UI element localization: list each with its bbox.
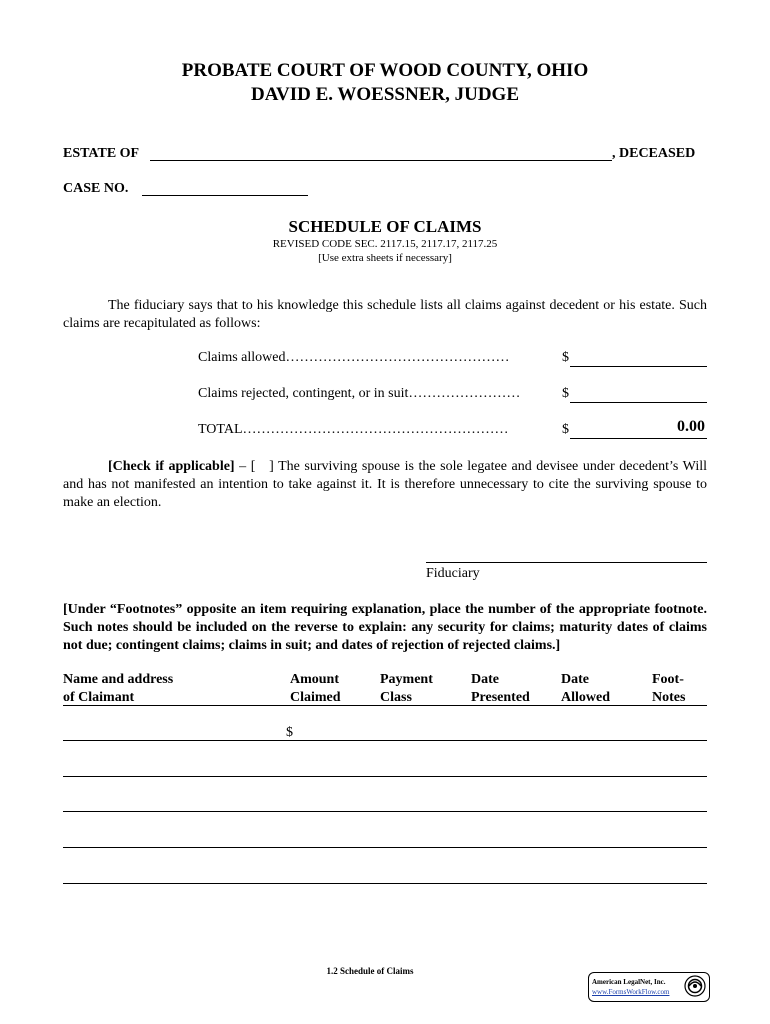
total-field[interactable] bbox=[570, 438, 707, 439]
judge-name: DAVID E. WOESSNER, JUDGE bbox=[250, 84, 519, 105]
col-header-amount-line1: Amount bbox=[290, 672, 340, 687]
col-header-footnotes-line1: Foot- bbox=[652, 672, 684, 687]
table-row[interactable] bbox=[63, 811, 707, 812]
table-row[interactable] bbox=[63, 740, 707, 741]
extra-sheets-note: [Use extra sheets if necessary] bbox=[318, 252, 452, 264]
col-header-payment-line1: Payment bbox=[380, 672, 433, 687]
col-header-claimant-line1: Name and address bbox=[63, 672, 174, 687]
col-header-presented-line2: Presented bbox=[471, 690, 530, 705]
publisher-name: American LegalNet, Inc. bbox=[592, 978, 666, 986]
check-text: The surviving spouse is the sole legatee and devisee under decedent’s Will and has not manifested an intention to take against it. It is therefore unnecessary to cite the surviving spouse to make an election. bbox=[63, 459, 707, 510]
col-header-footnotes bbox=[652, 671, 685, 707]
case-number-field[interactable] bbox=[142, 195, 308, 196]
fiduciary-label: Fiduciary bbox=[426, 566, 480, 581]
deceased-label: , DECEASED bbox=[612, 146, 696, 161]
col-header-footnotes-line2: Notes bbox=[652, 690, 686, 705]
footnote-instructions: [Under “Footnotes” opposite an item requiring explanation, place the number of the appropriate footnote. Such notes should be included on the reverse to explain: any security for claims; maturity dates of claims not due; contingent claims; claims in suit; and dates of rejection of rejected claims.] bbox=[63, 602, 707, 653]
intro-paragraph: The fiduciary says that to his knowledge this schedule lists all claims against decedent or his estate. Such claims are recapitulated as follows: bbox=[63, 298, 707, 331]
col-header-claimant-line2: of Claimant bbox=[63, 690, 135, 705]
col-header-allowed bbox=[561, 671, 610, 707]
publisher-website[interactable]: www.FormsWorkFlow.com bbox=[592, 988, 670, 996]
claims-allowed-label: Claims allowed………………………………………… bbox=[198, 350, 510, 365]
publisher-emblem-icon bbox=[684, 975, 706, 997]
col-header-allowed-line2: Allowed bbox=[561, 690, 610, 705]
col-header-amount-line2: Claimed bbox=[290, 690, 341, 705]
claims-rejected-label: Claims rejected, contingent, or in suit…………………… bbox=[198, 386, 521, 401]
total-currency: $ bbox=[562, 422, 569, 437]
check-box[interactable]: – [ ] bbox=[234, 459, 279, 474]
revised-code: REVISED CODE SEC. 2117.15, 2117.17, 2117.25 bbox=[272, 238, 498, 250]
total-label: TOTAL………………………………………………… bbox=[198, 422, 509, 437]
claims-allowed-currency: $ bbox=[562, 350, 569, 365]
schedule-title: SCHEDULE OF CLAIMS bbox=[288, 217, 482, 236]
claims-rejected-field[interactable] bbox=[570, 402, 707, 403]
check-label: [Check if applicable] bbox=[108, 459, 235, 474]
table-currency: $ bbox=[286, 725, 293, 740]
case-label: CASE NO. bbox=[63, 181, 129, 196]
claims-rejected-currency: $ bbox=[562, 386, 569, 401]
table-row[interactable] bbox=[63, 847, 707, 848]
col-header-claimant bbox=[63, 671, 173, 707]
col-header-amount bbox=[290, 671, 341, 707]
table-row[interactable] bbox=[63, 883, 707, 884]
claims-allowed-field[interactable] bbox=[570, 366, 707, 367]
estate-label: ESTATE OF bbox=[63, 146, 140, 161]
col-header-allowed-line1: Date bbox=[561, 672, 589, 687]
col-header-payment-line2: Class bbox=[380, 690, 412, 705]
col-header-presented bbox=[471, 671, 530, 707]
total-value: 0.00 bbox=[677, 418, 705, 435]
estate-field[interactable] bbox=[150, 160, 612, 161]
court-title: PROBATE COURT OF WOOD COUNTY, OHIO bbox=[181, 60, 589, 81]
col-header-payment bbox=[380, 671, 433, 707]
check-paragraph bbox=[63, 458, 707, 512]
table-row[interactable] bbox=[63, 776, 707, 777]
form-name: 1.2 Schedule of Claims bbox=[326, 966, 414, 976]
fiduciary-signature-line[interactable] bbox=[426, 562, 707, 563]
table-header-rule bbox=[63, 705, 707, 706]
col-header-presented-line1: Date bbox=[471, 672, 499, 687]
